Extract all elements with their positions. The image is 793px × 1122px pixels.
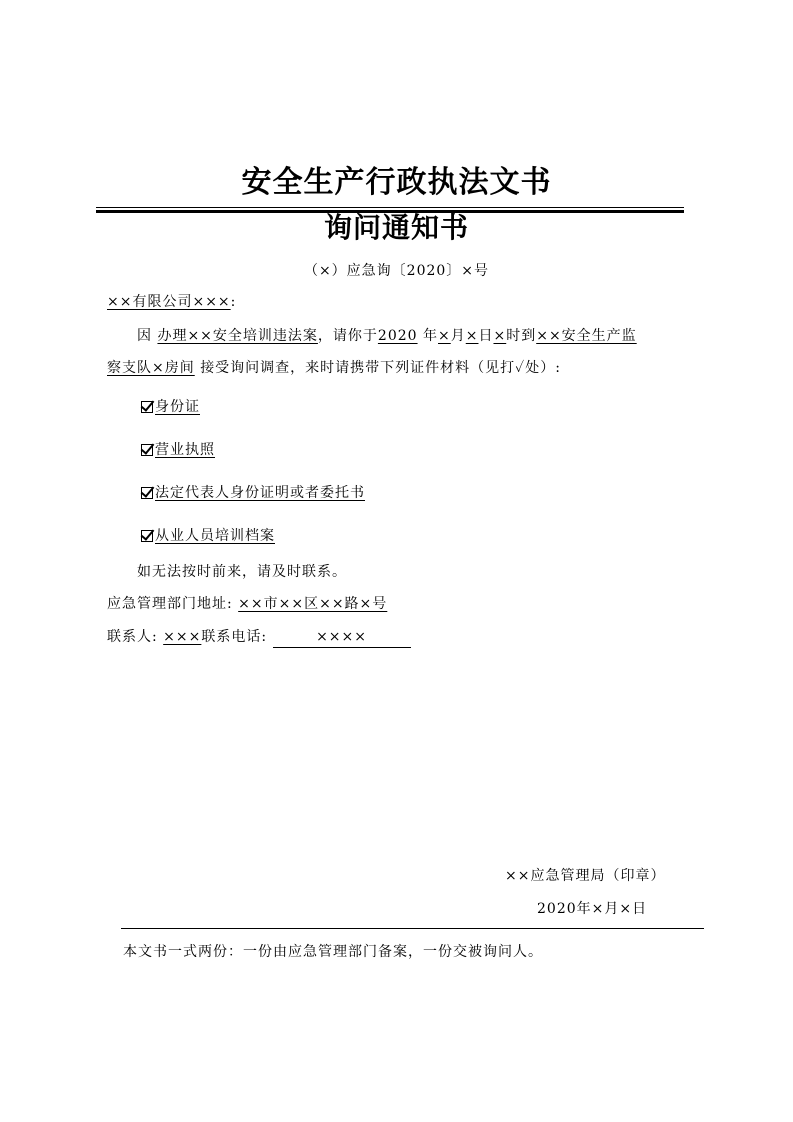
checked-checkbox-icon[interactable] — [141, 487, 153, 499]
please-text: ，请你于 — [317, 328, 378, 344]
material-item — [141, 440, 215, 460]
document-subtitle: 询问通知书 — [323, 211, 469, 244]
material-label: 法定代表人身份证明或者委托书 — [155, 485, 365, 501]
issuer-seal: ××应急管理局（印章） — [505, 868, 666, 884]
phone-label: 联系电话: — [201, 629, 268, 645]
material-item — [141, 526, 275, 546]
contact-notice: 如无法按时前来，请及时联系。 — [137, 564, 347, 580]
instruction-text: 接受询问调查，来时请携带下列证件材料（见打✓处）: — [200, 360, 561, 376]
appointment-day: × — [465, 328, 479, 344]
because-text: 因 — [137, 328, 152, 344]
checked-checkbox-icon[interactable] — [141, 444, 153, 456]
checked-checkbox-icon[interactable] — [141, 530, 153, 542]
footer-divider — [121, 928, 704, 929]
phone-value: ×××× — [273, 627, 411, 648]
paragraph-line-1 — [137, 326, 637, 346]
document-title: 安全生产行政执法文书 — [241, 165, 552, 200]
material-label: 营业执照 — [155, 442, 215, 458]
month-unit: 月 — [450, 328, 466, 344]
paragraph-line-2 — [107, 358, 561, 378]
material-label: 身份证 — [155, 399, 200, 415]
address-line — [107, 594, 387, 614]
recipient-line — [107, 292, 236, 312]
material-label: 从业人员培训档案 — [155, 528, 275, 544]
day-unit: 日 — [478, 328, 494, 344]
contact-person-label: 联系人: — [107, 629, 158, 645]
address-label: 应急管理部门地址: — [107, 596, 233, 612]
appointment-month: × — [438, 328, 451, 344]
appointment-year: 2020 — [377, 328, 418, 344]
appointment-hour: × — [493, 328, 507, 344]
recipient-colon: : — [230, 294, 237, 310]
contact-line — [107, 627, 411, 648]
case-matter: 办理××安全培训违法案 — [157, 328, 318, 344]
issue-date: 2020年×月×日 — [537, 901, 648, 917]
checked-checkbox-icon[interactable] — [141, 401, 153, 413]
document-number: （×）应急询〔2020〕×号 — [303, 263, 490, 279]
material-item — [141, 397, 200, 417]
material-item — [141, 483, 365, 503]
appointment-place-part2: 察支队×房间 — [107, 360, 195, 376]
address-value: ××市××区××路×号 — [238, 596, 388, 612]
contact-person-value: ××× — [163, 629, 202, 645]
recipient-name: ××有限公司××× — [107, 294, 231, 310]
hour-unit: 时到 — [506, 328, 537, 344]
year-unit: 年 — [423, 328, 439, 344]
footer-note: 本文书一式两份：一份由应急管理部门备案，一份交被询问人。 — [123, 944, 543, 960]
appointment-place-part1: ××安全生产监 — [536, 328, 637, 344]
